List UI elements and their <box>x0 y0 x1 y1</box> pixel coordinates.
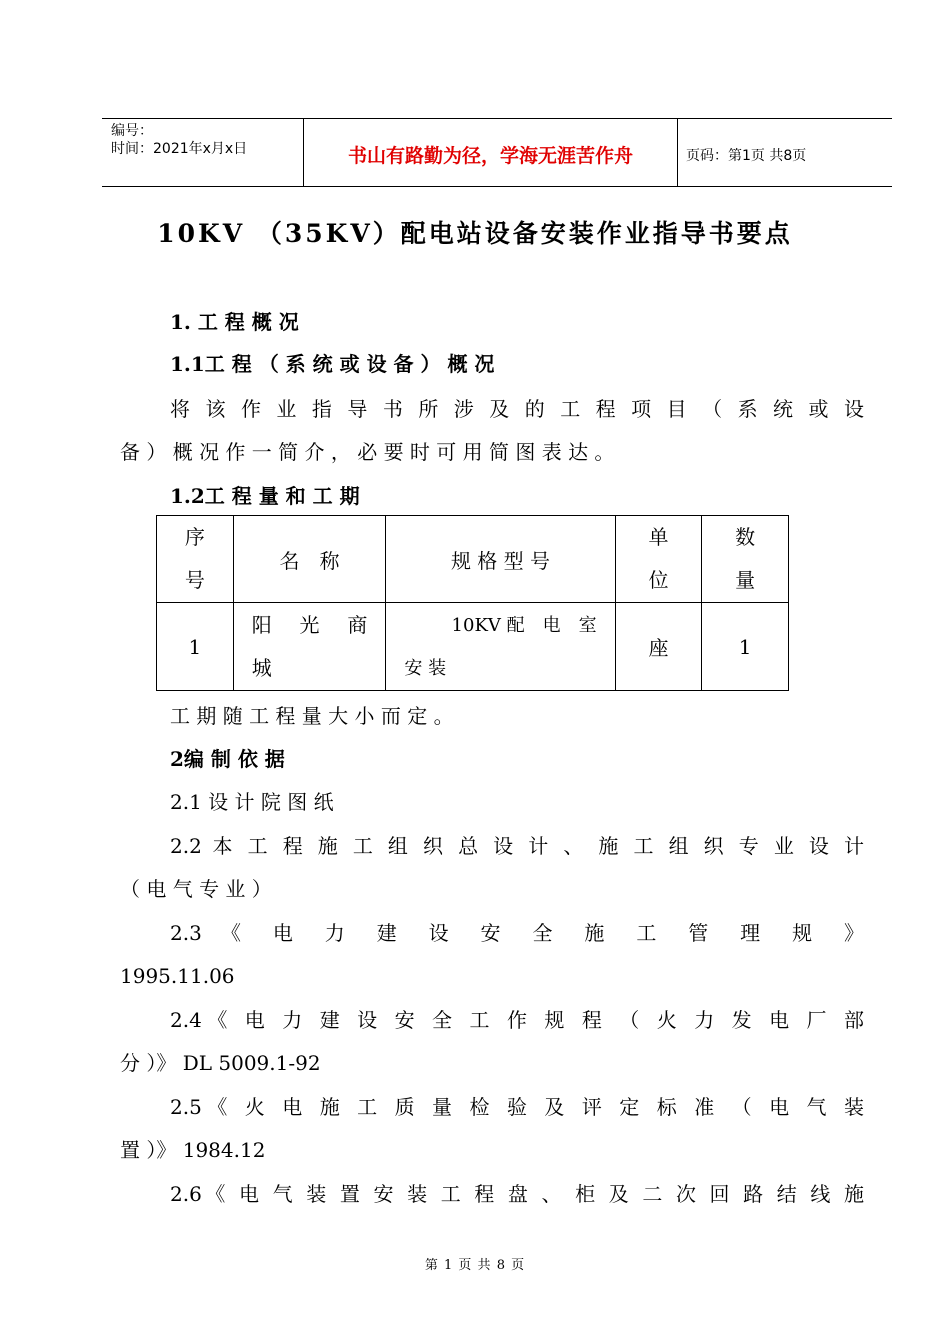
basis-item: 2.1 设 计 院 图 纸 <box>170 790 334 814</box>
cell-seq: 1 <box>157 603 234 691</box>
section-heading-1-2: 1.2工 程 量 和 工 期 <box>170 484 360 508</box>
header-cell-qty: 数 量 <box>702 516 789 603</box>
section-heading-1-1: 1.1工 程 （ 系 统 或 设 备 ） 概 况 <box>170 352 495 376</box>
section-heading-2: 2编 制 依 据 <box>170 747 285 771</box>
document-header <box>102 118 892 187</box>
header-cell-seq: 序 号 <box>157 516 234 603</box>
table-header-row <box>157 516 789 603</box>
basis-item: 2.4《 电 力 建 设 安 全 工 作 规 程 （ 火 力 发 电 厂 部 <box>170 1008 864 1032</box>
table-row <box>157 603 789 691</box>
header-divider <box>677 119 678 186</box>
header-cell-spec: 规 格 型 号 <box>386 516 615 603</box>
basis-item-continued: 分 ）》 DL 5009.1-92 <box>120 1051 321 1075</box>
page-footer: 第 1 页 共 8 页 <box>424 1258 526 1273</box>
basis-item-continued: 1995.11.06 <box>120 964 235 988</box>
cell-name: 阳 光 商 城 <box>233 603 386 691</box>
basis-item: 2.5《 火 电 施 工 质 量 检 验 及 评 定 标 准 （ 电 气 装 <box>170 1095 864 1119</box>
basis-item-continued: （ 电 气 专 业 ） <box>120 877 272 901</box>
section-heading-1: 1. 工 程 概 况 <box>170 310 299 334</box>
header-cell-name: 名 称 <box>233 516 386 603</box>
paragraph-line: 工 期 随 工 程 量 大 小 而 定 。 <box>170 704 454 728</box>
basis-item: 2.6《 电 气 装 置 安 装 工 程 盘 、 柜 及 二 次 回 路 结 线 施 <box>170 1182 864 1206</box>
document-time-label: 时间：2021年x月x日 <box>111 141 248 157</box>
header-motto: 书山有路勤为径，学海无涯苦作舟 <box>347 145 633 167</box>
work-quantity-table <box>156 515 789 691</box>
cell-unit: 座 <box>615 603 702 691</box>
basis-item: 2.3 《 电 力 建 设 安 全 施 工 管 理 规 》 <box>170 921 864 945</box>
document-title: 10KV （35KV）配电站设备安装作业指导书要点 <box>157 219 793 248</box>
document-number-label: 编号： <box>111 123 153 139</box>
basis-item-continued: 置 ）》 1984.12 <box>120 1138 266 1162</box>
header-meta <box>111 122 247 158</box>
paragraph-line: 备 ） 概 况 作 一 简 介 ， 必 要 时 可 用 简 图 表 达 。 <box>120 440 615 464</box>
cell-qty: 1 <box>702 603 789 691</box>
paragraph-line: 将 该 作 业 指 导 书 所 涉 及 的 工 程 项 目 （ 系 统 或 设 <box>170 397 864 421</box>
header-cell-unit: 单 位 <box>615 516 702 603</box>
cell-spec: 10KV 配 电 室 安 装 <box>386 603 615 691</box>
basis-item: 2.2 本 工 程 施 工 组 织 总 设 计 、 施 工 组 织 专 业 设 计 <box>170 834 864 858</box>
header-page-info: 页码：第1页 共8页 <box>686 148 807 164</box>
